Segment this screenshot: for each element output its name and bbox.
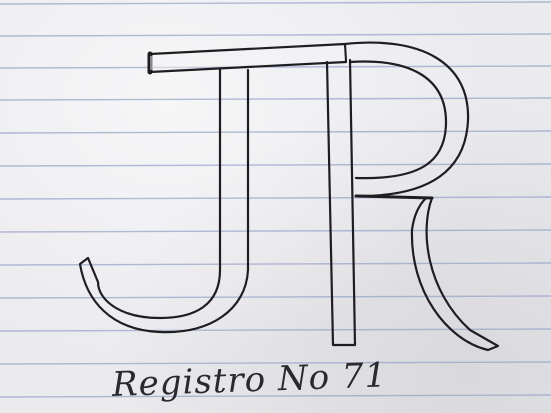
j-stem-and-hook: [80, 70, 248, 332]
r-bowl: [345, 43, 468, 196]
r-stem: [327, 60, 355, 345]
r-leg: [412, 198, 498, 350]
handwritten-caption: Registro No 71: [111, 355, 388, 405]
